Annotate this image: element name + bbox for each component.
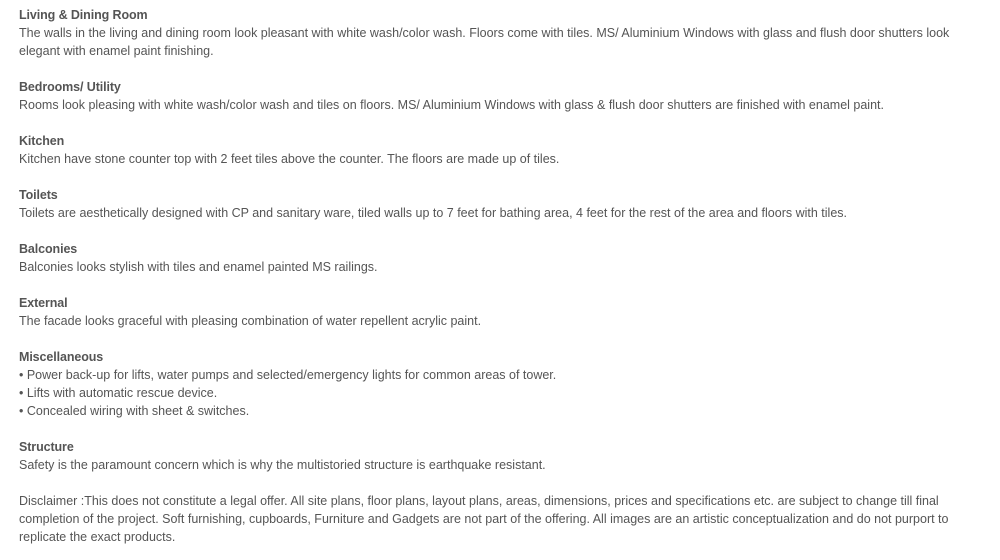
section-external xyxy=(19,294,982,330)
section-text: The walls in the living and dining room look pleasant with white wash/color wash. Floors come with tiles. MS/ Aluminium Windows with glass and flush door shutters look elegant with enamel paint finishing. xyxy=(19,26,950,58)
section-text: The facade looks graceful with pleasing combination of water repellent acrylic paint. xyxy=(19,314,482,328)
section-bedrooms-utility xyxy=(19,78,982,114)
section-text: Safety is the paramount concern which is why the multistoried structure is earthquake resistant. xyxy=(19,458,546,472)
miscellaneous-list xyxy=(19,366,982,420)
section-title: Toilets xyxy=(19,188,58,202)
section-title: External xyxy=(19,296,68,310)
disclaimer-text: Disclaimer :This does not constitute a legal offer. All site plans, floor plans, layout plans, areas, dimensions, prices and specifications etc. are subject to change till final completion of the project. Soft furnishing, cupboards, Furniture and Gadgets are not part of the offering. All images are an artistic conceptualization and do not purport to replicate the exact products. xyxy=(19,494,949,544)
section-toilets xyxy=(19,186,982,222)
section-title: Miscellaneous xyxy=(19,350,104,364)
list-item: • Concealed wiring with sheet & switches. xyxy=(19,404,250,418)
section-text: Toilets are aesthetically designed with CP and sanitary ware, tiled walls up to 7 feet for bathing area, 4 feet for the rest of the area and floors with tiles. xyxy=(19,206,848,220)
section-living-dining xyxy=(19,6,982,60)
section-title: Bedrooms/ Utility xyxy=(19,80,121,94)
section-text: Rooms look pleasing with white wash/color wash and tiles on floors. MS/ Aluminium Windows with glass & flush door shutters are finished with enamel paint. xyxy=(19,98,884,112)
section-text: Balconies looks stylish with tiles and enamel painted MS railings. xyxy=(19,260,378,274)
section-structure xyxy=(19,438,982,474)
section-title: Living & Dining Room xyxy=(19,8,148,22)
list-item: • Lifts with automatic rescue device. xyxy=(19,386,218,400)
section-text: Kitchen have stone counter top with 2 feet tiles above the counter. The floors are made up of tiles. xyxy=(19,152,560,166)
section-title: Kitchen xyxy=(19,134,65,148)
section-miscellaneous xyxy=(19,348,982,420)
section-kitchen xyxy=(19,132,982,168)
list-item: • Power back-up for lifts, water pumps and selected/emergency lights for common areas of tower. xyxy=(19,368,557,382)
section-title: Structure xyxy=(19,440,74,454)
section-title: Balconies xyxy=(19,242,78,256)
section-balconies xyxy=(19,240,982,276)
